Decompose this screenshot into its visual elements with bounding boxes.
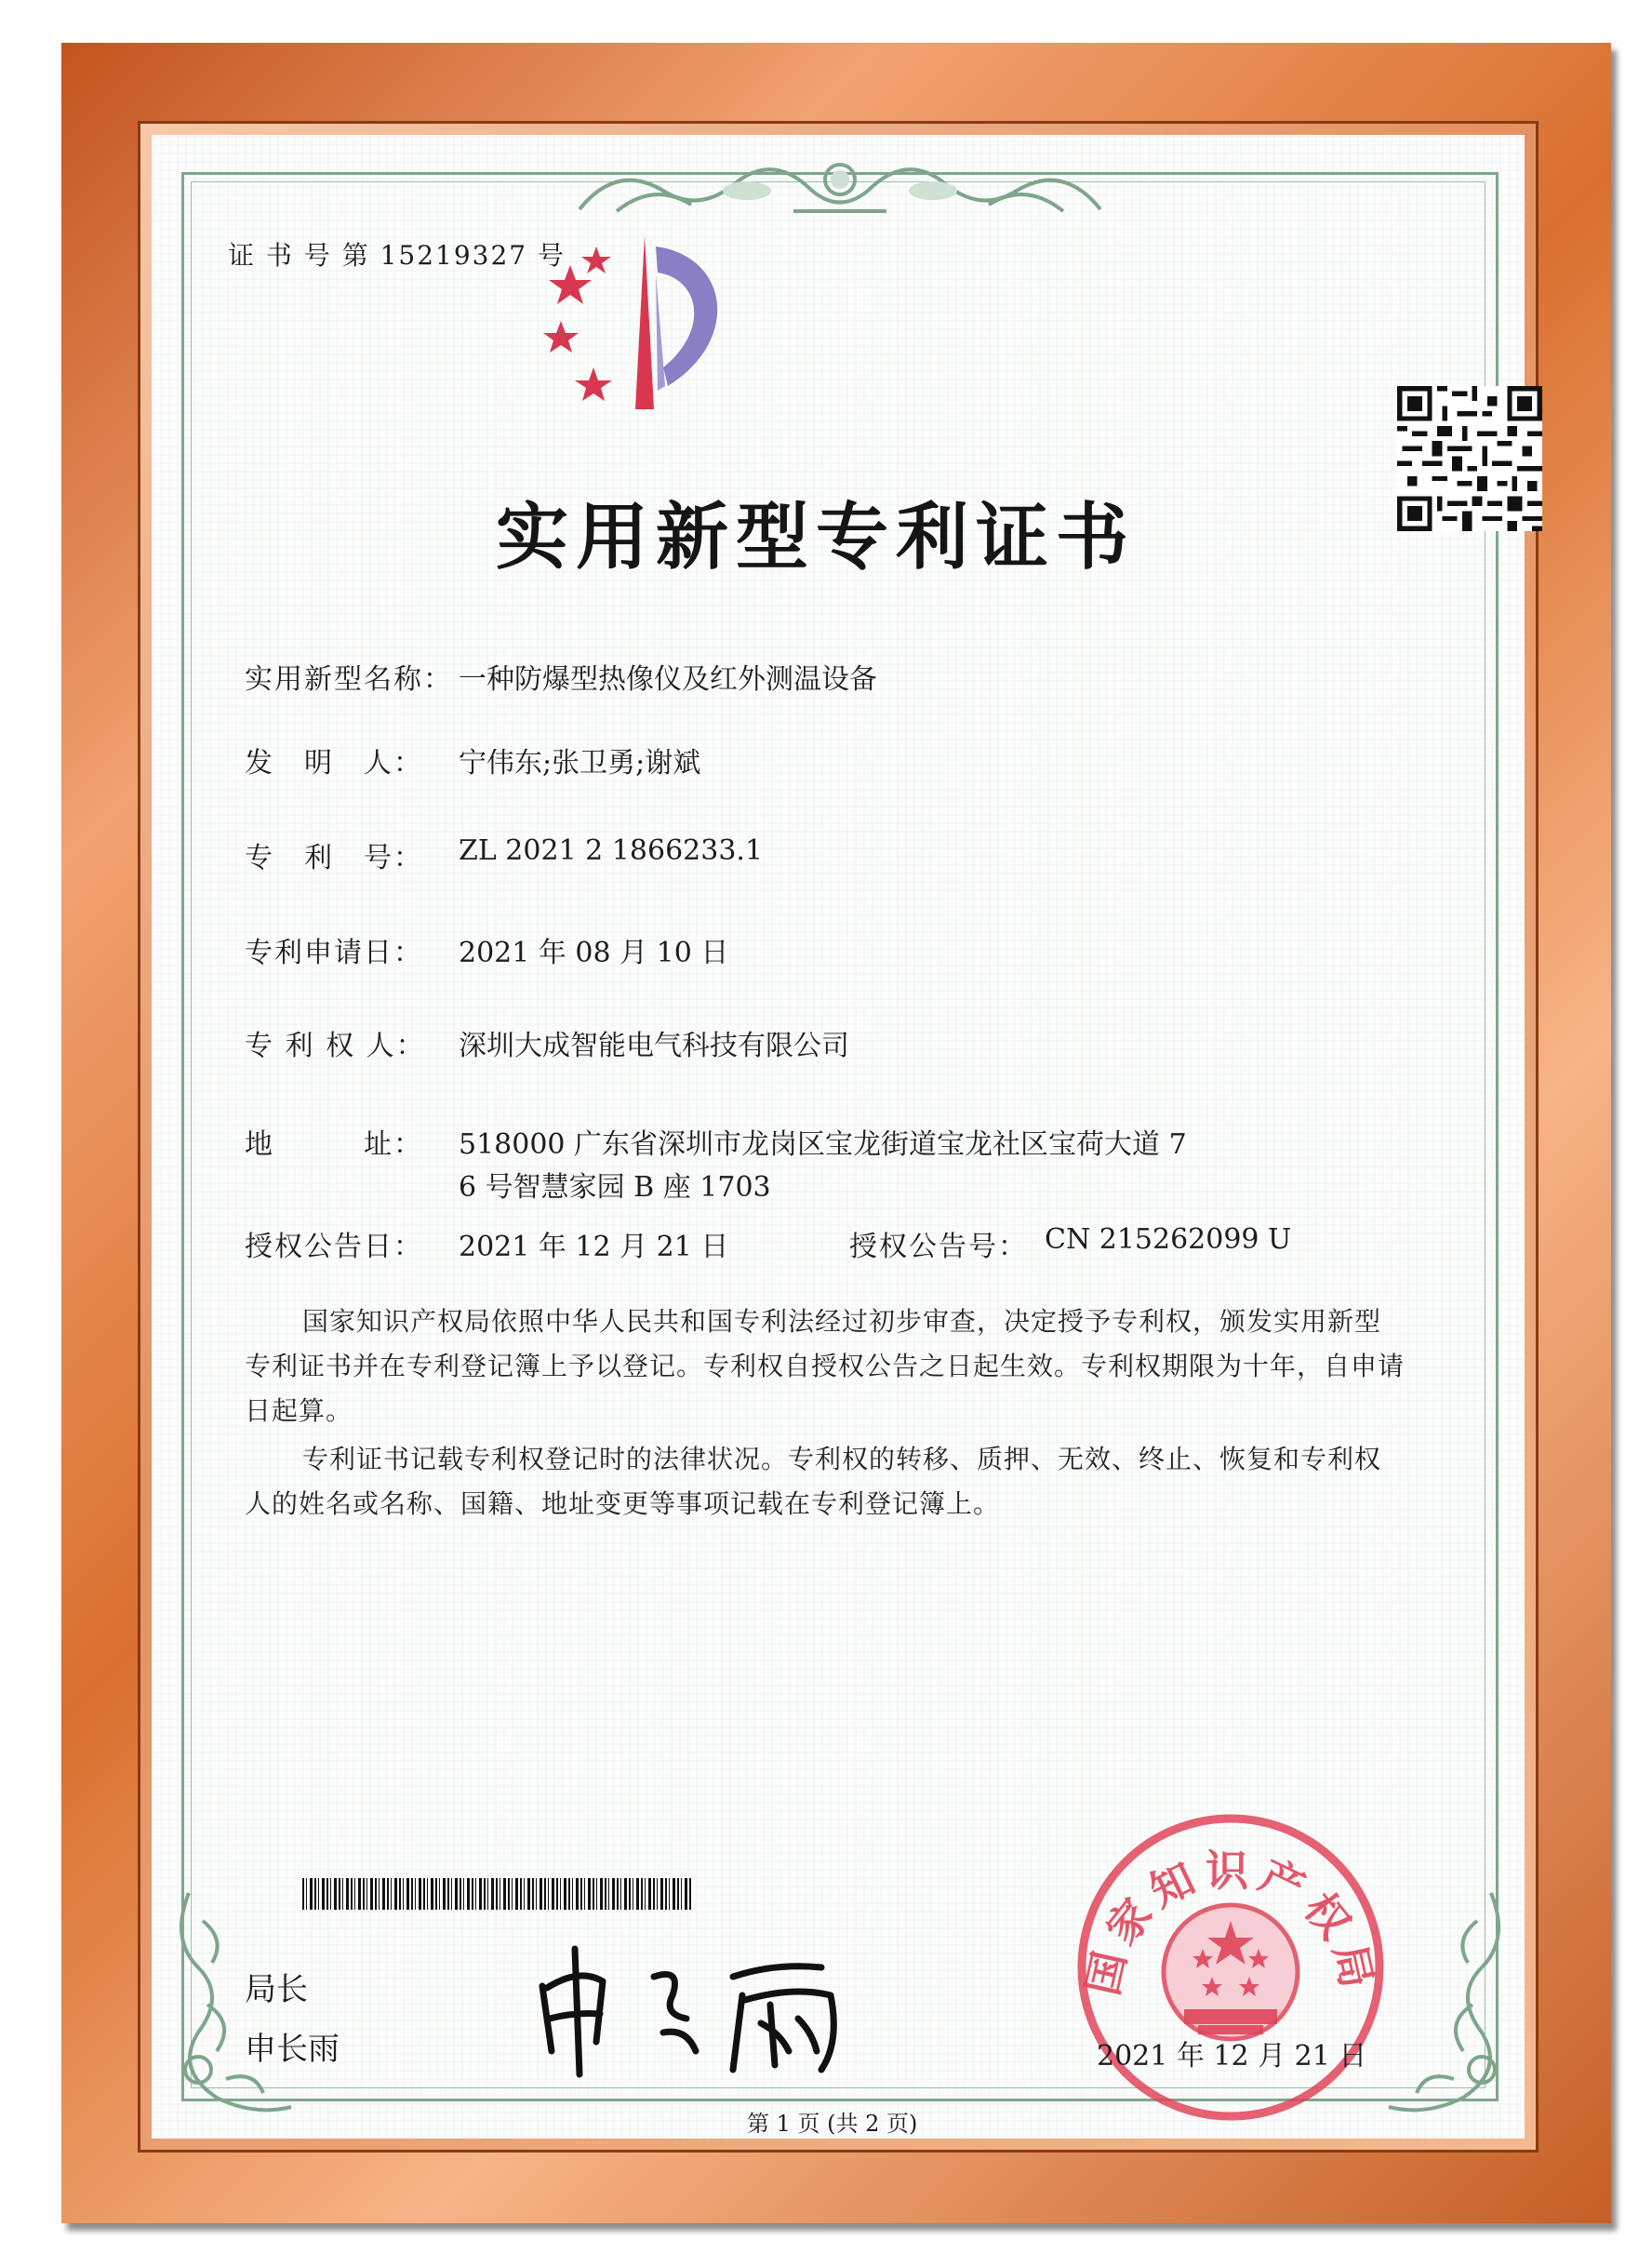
field-label-inventor: 发 明 人： [245,747,423,780]
field-value-announce-number: CN 215262099 U [1045,1223,1292,1256]
official-seal-icon [1072,1809,1389,2126]
signature-icon [524,1939,877,2079]
statement-paragraph-1: 国家知识产权局依照中华人民共和国专利法经过初步审查，决定授予专利权，颁发实用新型专利证书并在专利登记簿上予以登记。专利权自授权公告之日起生效。专利权期限为十年，自申请日起算。 [245,1306,1406,1426]
field-value-patentee: 深圳大成智能电气科技有限公司 [459,1030,849,1062]
frame-mat [138,121,1539,2153]
field-label-name: 实用新型名称： [245,663,453,696]
top-ornament-icon [561,153,1119,228]
director-name: 申长雨 [245,2031,340,2068]
field-label-application-date: 专利申请日： [245,937,423,969]
statement-paragraph-2: 专利证书记载专利权登记时的法律状况。专利权的转移、质押、无效、终止、恢复和专利权人的姓名或名称、国籍、地址变更等事项记载在专利登记簿上。 [245,1444,1382,1519]
left-corner-ornament-icon [161,1884,300,2126]
field-value-inventor: 宁伟东;张卫勇;谢斌 [459,747,701,780]
field-value-announce-date: 2021 年 12 月 21 日 [459,1231,729,1263]
field-value-address-line2: 6 号智慧家园 B 座 1703 [459,1171,771,1204]
right-corner-ornament-icon [1379,1884,1519,2126]
page-indicator: 第 1 页 (共 2 页) [747,2111,918,2137]
field-label-announce-date: 授权公告日： [245,1231,423,1263]
picture-frame [61,43,1611,2223]
barcode-icon [302,1878,693,1910]
director-title: 局长 [245,1971,308,2008]
field-label-announce-number: 授权公告号： [849,1231,1028,1263]
field-value-patent-number: ZL 2021 2 1866233.1 [459,834,764,867]
certificate-title: 实用新型专利证书 [496,495,1137,580]
qr-code-icon [1397,386,1542,531]
certificate-number: 证 书 号 第 15219327 号 [228,240,566,271]
field-label-address: 地 址： [245,1128,423,1161]
field-value-address: 518000 广东省深圳市龙岗区宝龙街道宝龙社区宝荷大道 7 [459,1128,1187,1161]
certificate-paper [152,135,1525,2139]
field-label-patent-number: 专 利 号： [245,842,423,874]
field-value-application-date: 2021 年 08 月 10 日 [459,937,729,969]
patent-office-logo-icon [542,228,747,414]
field-label-patentee: 专 利 权 人： [245,1030,426,1062]
seal-text: 国家知识产权局 [1077,1846,1384,2000]
field-value-name: 一种防爆型热像仪及红外测温设备 [459,663,877,696]
seal-date: 2021 年 12 月 21 日 [1097,2040,1367,2073]
